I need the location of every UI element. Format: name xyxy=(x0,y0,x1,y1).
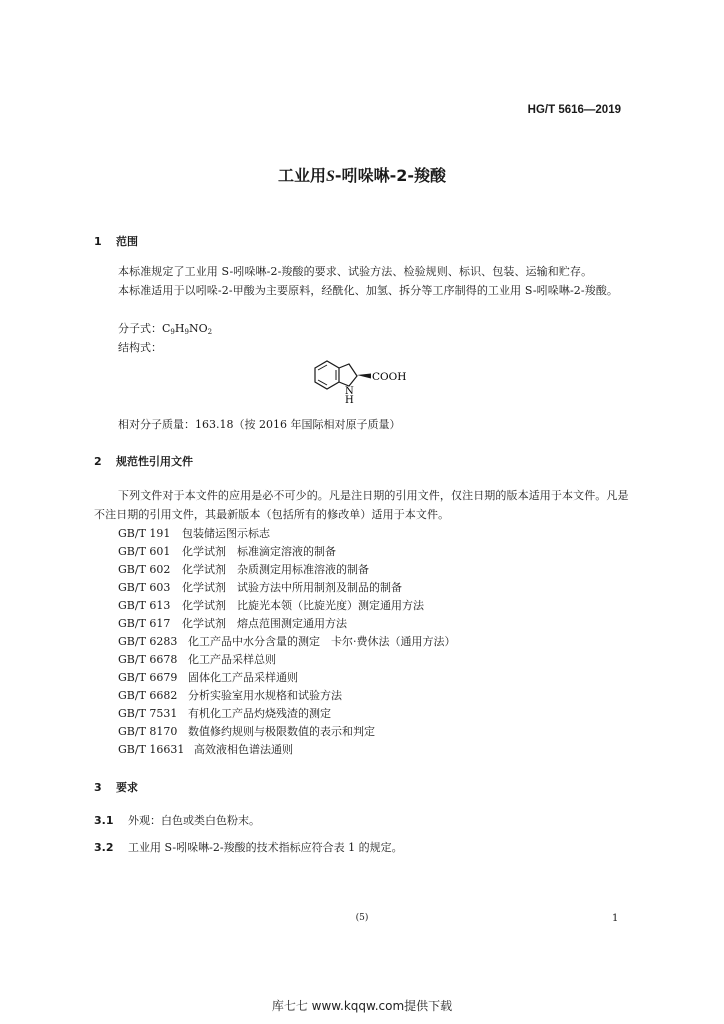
section-title: 规范性引用文件 xyxy=(116,455,193,468)
wedge-bond xyxy=(357,374,371,379)
formula-label: 分子式： xyxy=(118,322,162,335)
reference-item: GB/T 6283 化工产品中水分含量的测定 卡尔·费休法（通用方法） xyxy=(118,635,456,648)
reference-item: GB/T 617 化学试剂 熔点范围测定通用方法 xyxy=(118,617,347,630)
section-number: 1 xyxy=(94,235,102,248)
reference-item: GB/T 16631 高效液相色谱法通则 xyxy=(118,743,293,756)
reference-item: GB/T 613 化学试剂 比旋光本领（比旋光度）测定通用方法 xyxy=(118,599,424,612)
reference-item: GB/T 6678 化工产品采样总则 xyxy=(118,653,276,666)
section-title: 要求 xyxy=(116,781,138,794)
section-1-heading xyxy=(94,233,138,249)
reference-item: GB/T 7531 有机化工产品灼烧残渣的测定 xyxy=(118,707,331,720)
title-prefix: 工业用 xyxy=(278,166,327,185)
carboxyl-group: COOH xyxy=(372,371,407,383)
pyrrolidine-ring xyxy=(339,364,357,386)
references-intro: 下列文件对于本文件的应用是必不可少的。凡是注日期的引用文件，仅注日期的版本适用于本文件。凡是不注日期的引用文件，其最新版本（包括所有的修改单）适用于本文件。 xyxy=(94,489,629,521)
reference-item: GB/T 191 包装储运图示标志 xyxy=(118,527,270,540)
section-title: 范围 xyxy=(116,235,138,248)
section-number: 2 xyxy=(94,455,102,468)
download-watermark: 库七七 www.kqqw.com提供下载 xyxy=(271,999,453,1013)
reference-item: GB/T 601 化学试剂 标准滴定溶液的制备 xyxy=(118,545,336,558)
reference-item: GB/T 603 化学试剂 试验方法中所用制剂及制品的制备 xyxy=(118,581,402,594)
reference-item: GB/T 602 化学试剂 杂质测定用标准溶液的制备 xyxy=(118,563,369,576)
section-2-heading xyxy=(94,453,193,469)
section-3-heading xyxy=(94,779,138,795)
standard-code: HG/T 5616—2019 xyxy=(527,104,621,116)
reference-item: GB/T 6682 分析实验室用水规格和试验方法 xyxy=(118,689,342,702)
page-number: 1 xyxy=(612,913,619,924)
document-title xyxy=(0,163,724,186)
title-italic: S xyxy=(326,168,335,185)
molecular-formula xyxy=(118,320,212,336)
page-footer-mark: (5) xyxy=(355,913,369,923)
structure-label: 结构式： xyxy=(118,341,162,354)
title-suffix: -吲哚啉-2-羧酸 xyxy=(334,166,446,185)
scope-paragraph-1: 本标准规定了工业用 S-吲哚啉-2-羧酸的要求、试验方法、检验规则、标识、包装、运输和贮存。 xyxy=(118,265,593,278)
formula-value: $C_9H_9NO_2$ xyxy=(162,322,213,336)
hydrogen-atom: H xyxy=(345,395,354,404)
reference-item: GB/T 6679 固体化工产品采样通则 xyxy=(118,671,298,684)
structural-formula xyxy=(305,356,415,404)
scope-paragraph-2: 本标准适用于以吲哚-2-甲酸为主要原料，经酰化、加氢、拆分等工序制得的工业用 S-吲哚啉-2-羧酸。 xyxy=(118,284,619,297)
requirement-3-2: 3.2 工业用 S-吲哚啉-2-羧酸的技术指标应符合表 1 的规定。 xyxy=(94,841,403,854)
reference-item: GB/T 8170 数值修约规则与极限数值的表示和判定 xyxy=(118,725,375,738)
section-number: 3 xyxy=(94,781,102,794)
molecular-mass: 相对分子质量：163.18（按 2016 年国际相对原子质量） xyxy=(118,418,401,431)
requirement-3-1: 3.1 外观：白色或类白色粉末。 xyxy=(94,814,260,827)
nitrogen-atom: N xyxy=(345,386,354,397)
